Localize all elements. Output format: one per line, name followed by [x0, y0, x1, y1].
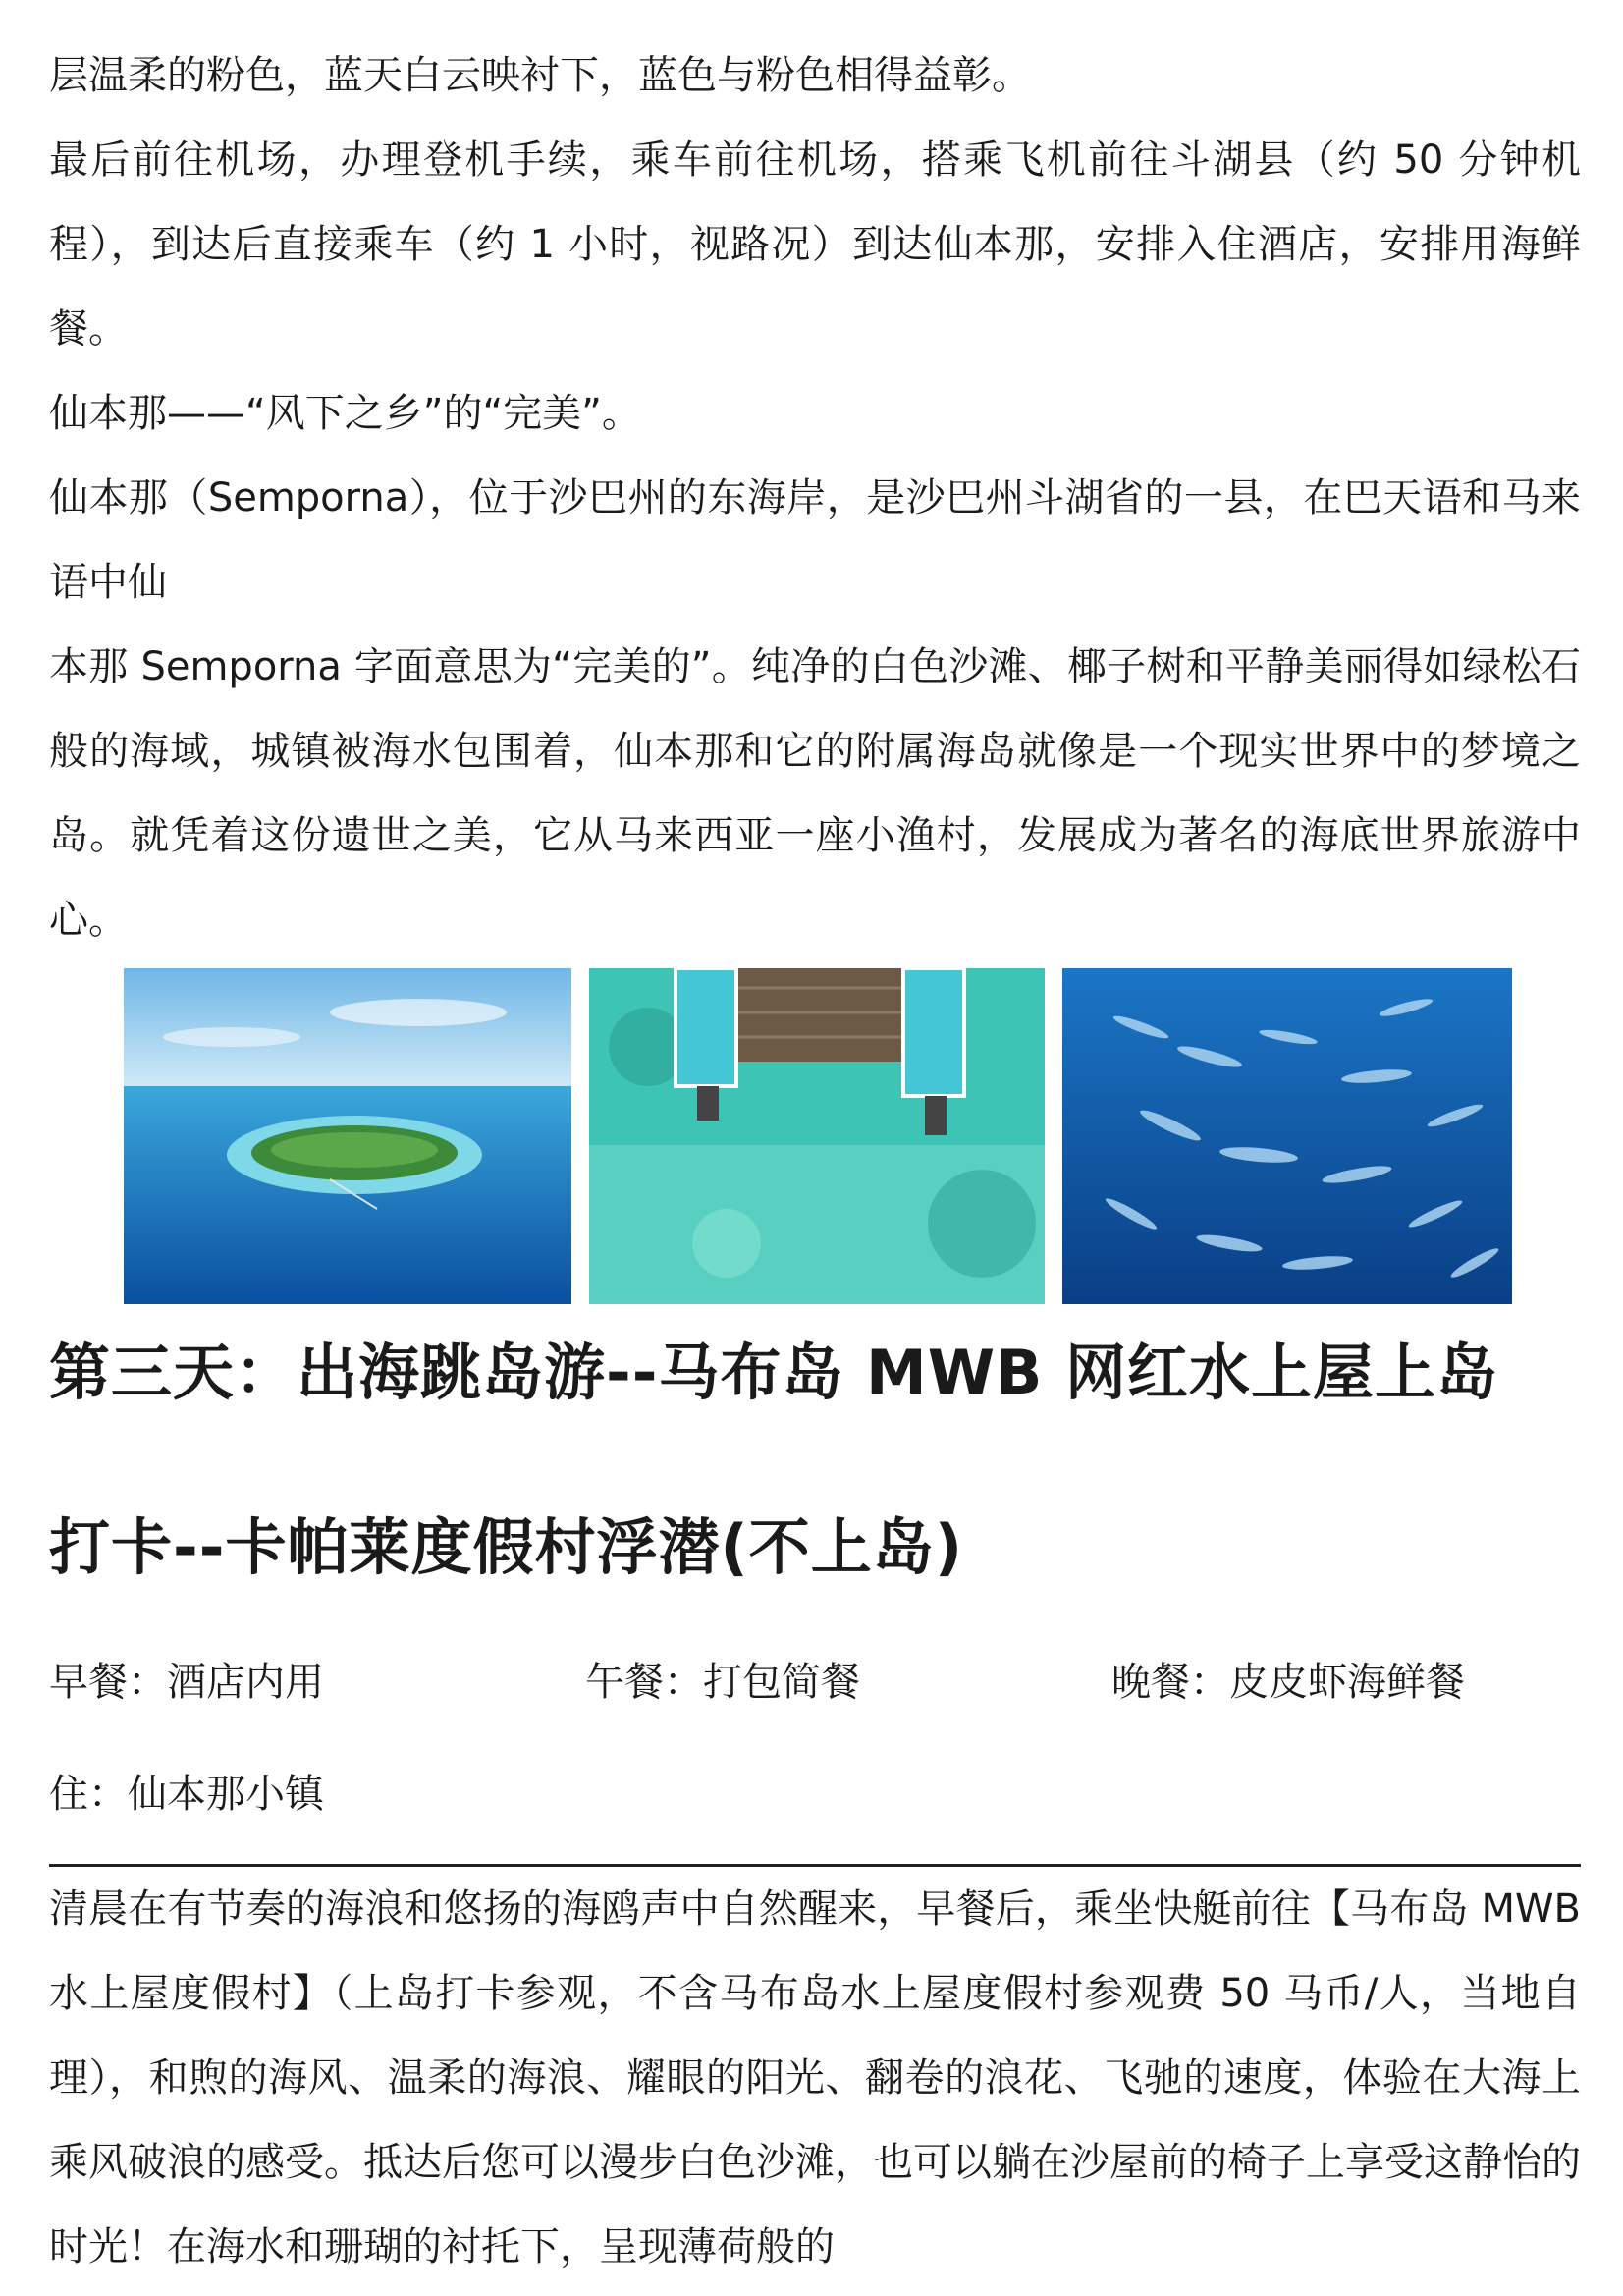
breakfast-info: 早餐：酒店内用 — [49, 1660, 324, 1705]
paragraph-pink-lake: 层温柔的粉色，蓝天白云映衬下，蓝色与粉色相得益彰。 — [49, 53, 1031, 98]
meals-row — [49, 1648, 1581, 1717]
paragraph-semporna-heading: 仙本那——“风下之乡”的“完美”。 — [49, 391, 641, 436]
paragraph-semporna-meaning: 本那 Semporna 字面意思为“完美的”。纯净的白色沙滩、椰子树和平静美丽得如绿松石般的海域，城镇被海水包围着，仙本那和它的附属海岛就像是一个现实世界中的梦境之岛。就凭着这份遗世之美，它从马来西亚一座小渔村，发展成为著名的海底世界旅游中心。 — [49, 644, 1581, 943]
day3-title-line1: 第三天：出海跳岛游--马布岛 MWB 网红水上屋上岛 — [49, 1337, 1498, 1408]
day3-description: 清晨在有节奏的海浪和悠扬的海鸥声中自然醒来，早餐后，乘坐快艇前往【马布岛 MWB 水上屋度假村】（上岛打卡参观，不含马布岛水上屋度假村参观费 50 马币/人，当地自理），和煦的海风、温柔的海浪、耀眼的阳光、翻卷的浪花、飞驰的速度，体验在大海上乘风破浪的感受。抵达后您可以漫步白色沙滩，也可以躺在沙屋前的椅子上享受这静怡的时光！在海水和珊瑚的衬托下，呈现薄荷般的 — [49, 1886, 1581, 2269]
lunch-info: 午餐：打包简餐 — [585, 1660, 860, 1705]
day3-title-line2: 打卡--卡帕莱度假村浮潜(不上岛) — [49, 1511, 964, 1583]
paragraph-flight-to-semporna: 最后前往机场，办理登机手续，乘车前往机场，搭乘飞机前往斗湖县（约 50 分钟机程），到达后直接乘车（约 1 小时，视路况）到达仙本那，安排入住酒店，安排用海鲜餐。 — [49, 137, 1581, 352]
document-page — [49, 0, 1581, 2289]
dinner-info: 晚餐：皮皮虾海鲜餐 — [1111, 1660, 1465, 1705]
resort-pier-photo — [589, 968, 1045, 1304]
photo-strip — [49, 968, 1581, 1304]
accommodation-info: 住：仙本那小镇 — [49, 1772, 324, 1817]
island-aerial-photo — [124, 968, 571, 1304]
paragraph-semporna-location: 仙本那（Semporna），位于沙巴州的东海岸，是沙巴州斗湖省的一县，在巴天语和马来语中仙 — [49, 475, 1581, 605]
fish-school-photo — [1062, 968, 1512, 1304]
